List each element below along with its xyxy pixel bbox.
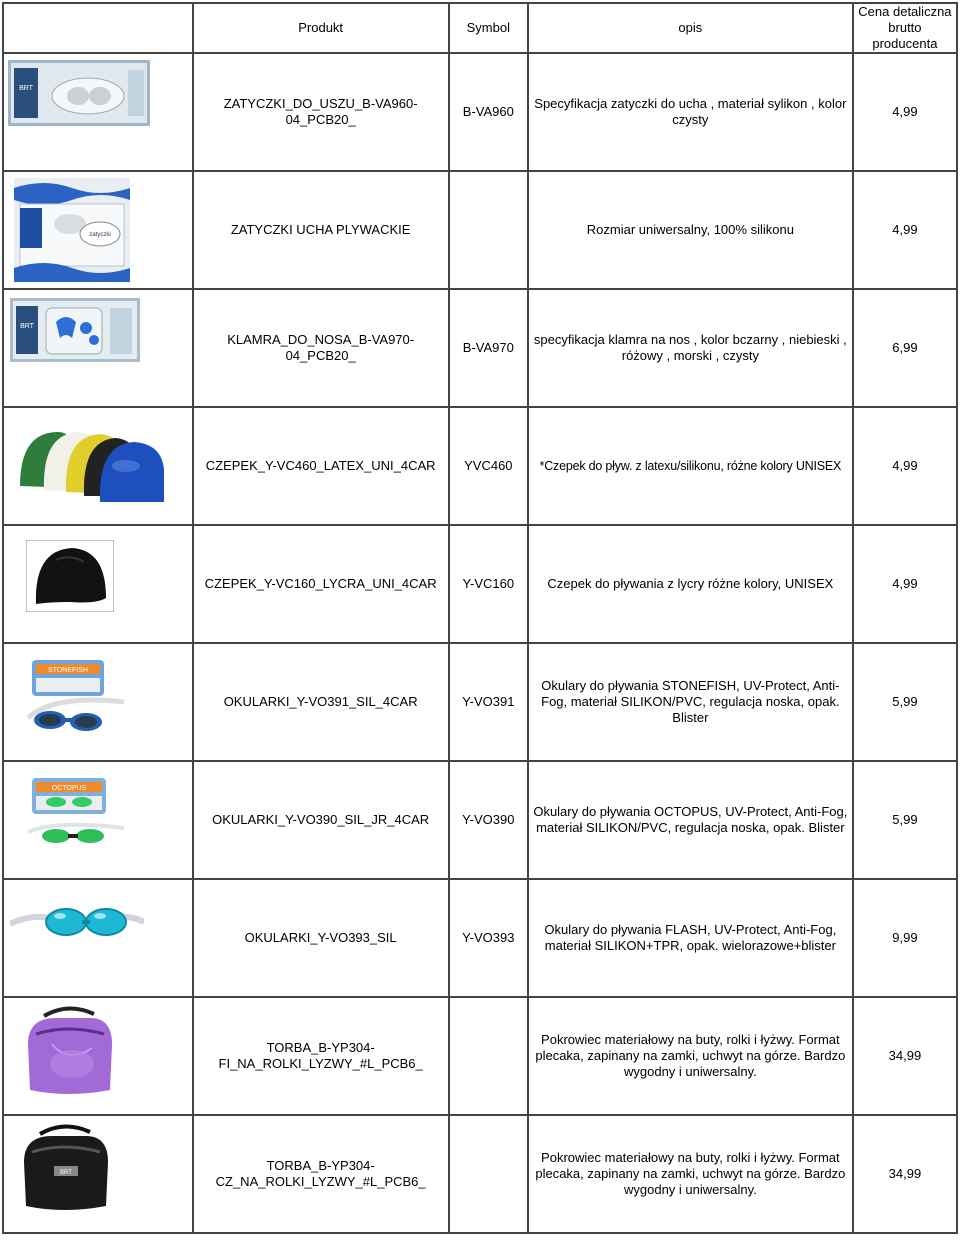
earplugs-blister-image	[8, 60, 150, 126]
product-description: Okulary do pływania OCTOPUS, UV-Protect, Anti-Fog, materiał SILIKON/PVC, regulacja noska, opak. Blister	[528, 761, 853, 879]
product-symbol	[449, 171, 528, 289]
product-symbol: Y-VO393	[449, 879, 528, 997]
goggles-blue-image	[24, 658, 128, 740]
table-row	[3, 407, 957, 525]
product-price: 4,99	[853, 407, 957, 525]
header-symbol: Symbol	[449, 3, 528, 53]
product-price: 5,99	[853, 761, 957, 879]
latex-caps-image	[18, 426, 166, 504]
product-image-cell	[3, 761, 193, 879]
product-name: ZATYCZKI_DO_USZU_B-VA960-04_PCB20_	[193, 53, 449, 171]
product-symbol: Y-VC160	[449, 525, 528, 643]
black-bag-image	[20, 1122, 110, 1214]
product-name: CZEPEK_Y-VC160_LYCRA_UNI_4CAR	[193, 525, 449, 643]
header-row	[3, 3, 957, 53]
header-produkt: Produkt	[193, 3, 449, 53]
product-symbol: Y-VO390	[449, 761, 528, 879]
product-name: TORBA_B-YP304-CZ_NA_ROLKI_LYZWY_#L_PCB6_	[193, 1115, 449, 1233]
product-price: 5,99	[853, 643, 957, 761]
header-cena-line1: Cena detaliczna	[858, 4, 952, 19]
product-image-cell	[3, 525, 193, 643]
product-price: 4,99	[853, 525, 957, 643]
product-price: 34,99	[853, 1115, 957, 1233]
product-description: specyfikacja klamra na nos , kolor bczarny , niebieski , różowy , morski , czysty	[528, 289, 853, 407]
purple-bag-image	[22, 1004, 114, 1098]
product-name: OKULARKI_Y-VO391_SIL_4CAR	[193, 643, 449, 761]
product-description: Okulary do pływania FLASH, UV-Protect, Anti-Fog, materiał SILIKON+TPR, opak. wielorazowe+blister	[528, 879, 853, 997]
table-row	[3, 289, 957, 407]
product-image-cell	[3, 643, 193, 761]
product-image-cell	[3, 289, 193, 407]
product-price: 4,99	[853, 171, 957, 289]
product-description: Pokrowiec materiałowy na buty, rolki i łyżwy. Format plecaka, zapinany na zamki, uchwyt na górze. Bardzo wygodny i uniwersalny.	[528, 1115, 853, 1233]
header-cena-line2: brutto producenta	[872, 20, 938, 51]
earplugs-pack-image	[14, 178, 130, 282]
table-row	[3, 997, 957, 1115]
svg-text:BRT: BRT	[60, 1170, 72, 1176]
svg-text:STONEFISH: STONEFISH	[48, 667, 88, 674]
product-symbol: Y-VO391	[449, 643, 528, 761]
table-row	[3, 53, 957, 171]
product-price: 6,99	[853, 289, 957, 407]
product-description: Pokrowiec materiałowy na buty, rolki i łyżwy. Format plecaka, zapinany na zamki, uchwyt na górze. Bardzo wygodny i uniwersalny.	[528, 997, 853, 1115]
lycra-cap-image	[26, 540, 114, 612]
goggles-turquoise-image	[10, 888, 144, 954]
product-image-cell	[3, 171, 193, 289]
svg-text:BRT: BRT	[20, 323, 34, 330]
product-description: *Czepek do pływ. z latexu/silikonu, różne kolory UNISEX	[528, 407, 853, 525]
product-symbol	[449, 997, 528, 1115]
product-name: KLAMRA_DO_NOSA_B-VA970-04_PCB20_	[193, 289, 449, 407]
price-list-table	[2, 2, 958, 1234]
product-price: 9,99	[853, 879, 957, 997]
product-image-cell	[3, 53, 193, 171]
product-symbol: B-VA960	[449, 53, 528, 171]
product-symbol	[449, 1115, 528, 1233]
goggles-green-image	[26, 776, 126, 854]
nose-clip-blister-image	[10, 298, 140, 362]
product-image-cell	[3, 997, 193, 1115]
product-name: OKULARKI_Y-VO393_SIL	[193, 879, 449, 997]
product-description: Specyfikacja zatyczki do ucha , materiał sylikon , kolor czysty	[528, 53, 853, 171]
table-row	[3, 171, 957, 289]
table-row	[3, 1115, 957, 1233]
table-row	[3, 761, 957, 879]
header-cena	[853, 3, 957, 53]
table-row	[3, 879, 957, 997]
product-symbol: B-VA970	[449, 289, 528, 407]
table-row	[3, 643, 957, 761]
product-description: Czepek do pływania z lycry różne kolory, UNISEX	[528, 525, 853, 643]
svg-text:BRT: BRT	[19, 85, 33, 92]
product-description: Okulary do pływania STONEFISH, UV-Protect, Anti-Fog, materiał SILIKON/PVC, regulacja noska, opak. Blister	[528, 643, 853, 761]
product-name: OKULARKI_Y-VO390_SIL_JR_4CAR	[193, 761, 449, 879]
product-symbol: YVC460	[449, 407, 528, 525]
product-price: 34,99	[853, 997, 957, 1115]
product-name: ZATYCZKI UCHA PLYWACKIE	[193, 171, 449, 289]
product-image-cell	[3, 407, 193, 525]
table-row	[3, 525, 957, 643]
product-description: Rozmiar uniwersalny, 100% silikonu	[528, 171, 853, 289]
product-image-cell	[3, 1115, 193, 1233]
product-image-cell	[3, 879, 193, 997]
product-name: TORBA_B-YP304-FI_NA_ROLKI_LYZWY_#L_PCB6_	[193, 997, 449, 1115]
product-price: 4,99	[853, 53, 957, 171]
header-image	[3, 3, 193, 53]
product-name: CZEPEK_Y-VC460_LATEX_UNI_4CAR	[193, 407, 449, 525]
svg-text:zatyczki: zatyczki	[89, 232, 111, 238]
svg-text:OCTOPUS: OCTOPUS	[51, 785, 87, 792]
header-opis: opis	[528, 3, 853, 53]
